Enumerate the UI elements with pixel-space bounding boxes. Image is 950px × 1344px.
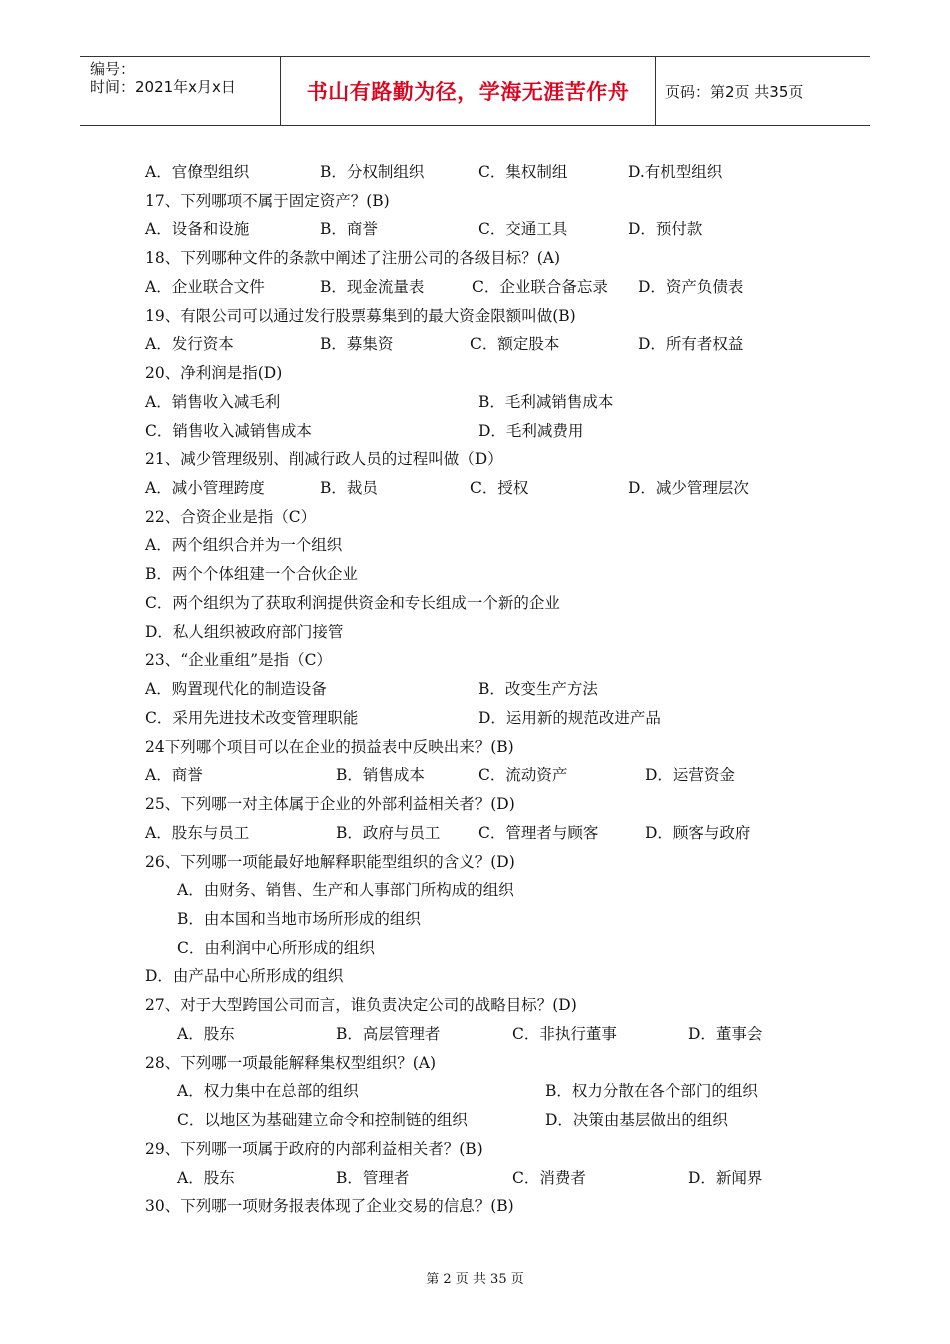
option-text: D．决策由基层做出的组织 <box>545 1111 728 1129</box>
option-text: A．股东 <box>177 1025 235 1043</box>
option-text: B．裁员 <box>320 479 378 497</box>
document-line: 17、下列哪项不属于固定资产？(B) <box>145 192 390 210</box>
option-text: B．权力分散在各个部门的组织 <box>545 1082 758 1100</box>
document-line: C．两个组织为了获取利润提供资金和专长组成一个新的企业 <box>145 594 560 612</box>
document-line: C．由利润中心所形成的组织 <box>177 939 375 957</box>
option-text: D．减少管理层次 <box>628 479 749 497</box>
page-footer <box>0 1268 950 1287</box>
header-time-label: 时间：2021年x月x日 <box>90 78 236 96</box>
option-text: C．采用先进技术改变管理职能 <box>145 709 359 727</box>
option-text: C．销售收入减销售成本 <box>145 422 312 440</box>
document-line: D．私人组织被政府部门接管 <box>145 623 344 641</box>
header-motto: 书山有路勤为径，学海无涯苦作舟 <box>306 80 630 104</box>
document-line: 30、下列哪一项财务报表体现了企业交易的信息？(B) <box>145 1197 514 1215</box>
option-text: B．毛利减销售成本 <box>478 393 614 411</box>
document-line: 22、合资企业是指（C） <box>145 508 317 526</box>
option-text: D．运用新的规范改进产品 <box>478 709 661 727</box>
option-text: B．募集资 <box>320 335 394 353</box>
document-line: 23、“企业重组”是指（C） <box>145 651 332 669</box>
option-text: B．销售成本 <box>336 766 425 784</box>
option-text: A．设备和设施 <box>145 220 250 238</box>
option-text: D．预付款 <box>628 220 703 238</box>
page-header <box>80 56 870 126</box>
option-text: C．消费者 <box>512 1169 586 1187</box>
option-text: D．所有者权益 <box>638 335 744 353</box>
document-line: 18、下列哪种文件的条款中阐述了注册公司的各级目标？(A) <box>145 249 561 267</box>
document-line: 27、对于大型跨国公司而言，谁负责决定公司的战略目标？(D) <box>145 996 577 1014</box>
option-text: B．分权制组织 <box>320 163 425 181</box>
option-text: C．额定股本 <box>470 335 560 353</box>
option-text: D.有机型组织 <box>628 163 723 181</box>
document-line: 28、下列哪一项最能解释集权型组织？(A) <box>145 1054 437 1072</box>
document-line: B．两个个体组建一个合伙企业 <box>145 565 358 583</box>
document-line: D．由产品中心所形成的组织 <box>145 967 344 985</box>
document-line: 25、下列哪一对主体属于企业的外部利益相关者？(D) <box>145 795 515 813</box>
option-text: A．权力集中在总部的组织 <box>177 1082 359 1100</box>
header-meta <box>80 57 280 125</box>
option-text: C．集权制组 <box>478 163 568 181</box>
option-text: A．销售收入减毛利 <box>145 393 281 411</box>
option-text: C．流动资产 <box>478 766 568 784</box>
option-text: C．交通工具 <box>478 220 568 238</box>
option-text: B．高层管理者 <box>336 1025 441 1043</box>
option-text: A．官僚型组织 <box>145 163 250 181</box>
document-line: 26、下列哪一项能最好地解释职能型组织的含义？(D) <box>145 853 515 871</box>
option-text: B．商誉 <box>320 220 378 238</box>
option-text: D．新闻界 <box>688 1169 763 1187</box>
document-line: 29、下列哪一项属于政府的内部利益相关者？(B) <box>145 1140 483 1158</box>
header-page-cell <box>655 57 880 125</box>
option-text: A．减小管理跨度 <box>145 479 265 497</box>
option-text: D．资产负债表 <box>638 278 744 296</box>
option-text: A．商誉 <box>145 766 203 784</box>
option-text: B．现金流量表 <box>320 278 425 296</box>
option-text: D．运营资金 <box>645 766 735 784</box>
option-text: A．股东与员工 <box>145 824 250 842</box>
document-line: 21、减少管理级别、削减行政人员的过程叫做（D） <box>145 450 503 468</box>
option-text: A．企业联合文件 <box>145 278 265 296</box>
option-text: D．毛利减费用 <box>478 422 584 440</box>
header-page-info: 页码：第2页 共35页 <box>665 82 804 101</box>
option-text: B．管理者 <box>336 1169 410 1187</box>
option-text: B．政府与员工 <box>336 824 441 842</box>
option-text: A．股东 <box>177 1169 235 1187</box>
option-text: C．以地区为基础建立命令和控制链的组织 <box>177 1111 468 1129</box>
option-text: A．购置现代化的制造设备 <box>145 680 327 698</box>
option-text: C．授权 <box>470 479 529 497</box>
option-text: A．发行资本 <box>145 335 234 353</box>
footer-page-number: 第 2 页 共 35 页 <box>426 1272 524 1287</box>
option-text: D．顾客与政府 <box>645 824 751 842</box>
document-line: A．两个组织合并为一个组织 <box>145 536 343 554</box>
document-line: B．由本国和当地市场所形成的组织 <box>177 910 421 928</box>
document-line: 20、净利润是指(D) <box>145 364 283 382</box>
option-text: D．董事会 <box>688 1025 763 1043</box>
header-number-label: 编号： <box>90 60 136 78</box>
option-text: B．改变生产方法 <box>478 680 598 698</box>
option-text: C．企业联合备忘录 <box>472 278 608 296</box>
option-text: C．非执行董事 <box>512 1025 617 1043</box>
document-line: 24下列哪个项目可以在企业的损益表中反映出来？(B) <box>145 738 514 756</box>
header-motto-cell <box>280 57 656 125</box>
option-text: C．管理者与顾客 <box>478 824 599 842</box>
document-line: A．由财务、销售、生产和人事部门所构成的组织 <box>177 881 514 899</box>
document-line: 19、有限公司可以通过发行股票募集到的最大资金限额叫做(B) <box>145 307 576 325</box>
